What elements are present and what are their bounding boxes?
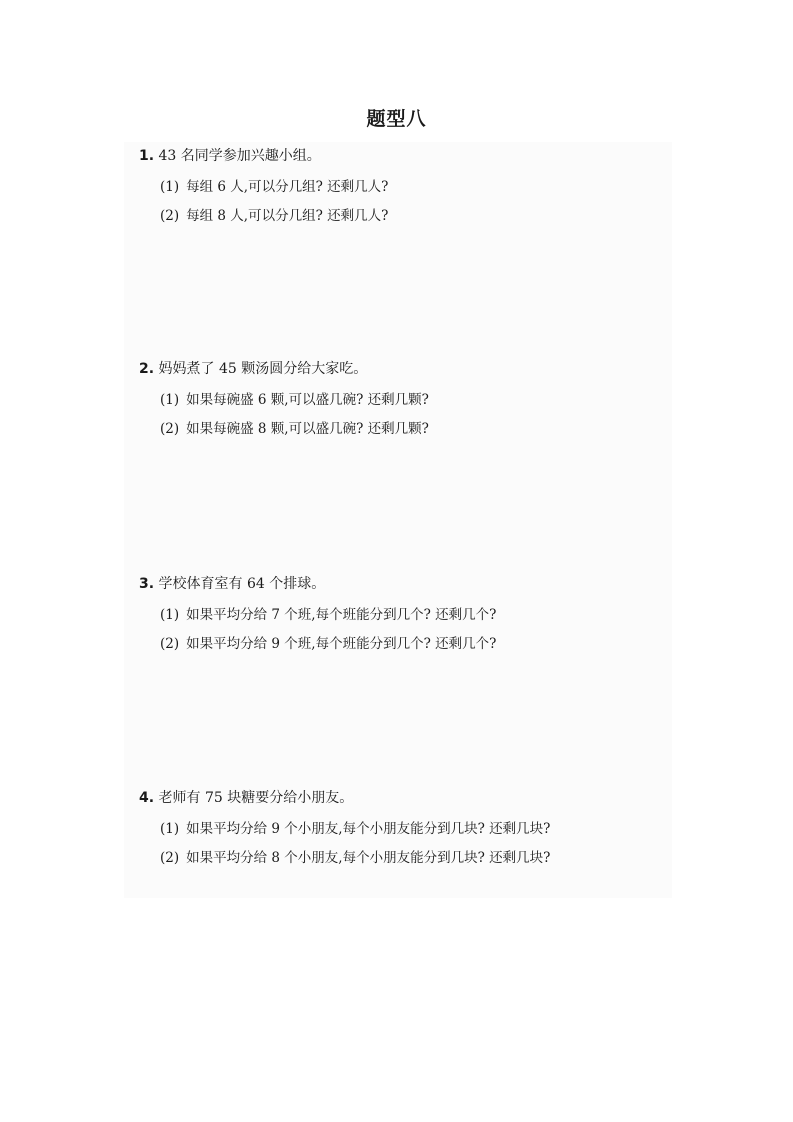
problem-text: 老师有 75 块糖要分给小朋友。 [158, 790, 354, 806]
problem-1 [139, 146, 699, 226]
sub-question-index: (1) [160, 821, 180, 837]
sub-question-text: 如果平均分给 9 个班,每个班能分到几个? 还剩几个? [186, 636, 497, 652]
problem-stem [139, 788, 699, 808]
problem-2 [139, 359, 699, 439]
sub-question-text: 每组 8 人,可以分几组? 还剩几人? [186, 208, 389, 224]
problem-stem [139, 359, 699, 379]
sub-question-text: 如果平均分给 8 个小朋友,每个小朋友能分到几块? 还剩几块? [186, 850, 551, 866]
sub-question-index: (1) [160, 392, 180, 408]
scanned-page-region [124, 142, 672, 898]
sub-question-index: (2) [160, 636, 180, 652]
sub-question-text: 如果平均分给 7 个班,每个班能分到几个? 还剩几个? [186, 607, 497, 623]
sub-question [160, 634, 699, 654]
sub-question [160, 390, 699, 410]
sub-question-index: (2) [160, 421, 180, 437]
sub-question-index: (2) [160, 850, 180, 866]
problem-3 [139, 574, 699, 654]
sub-question [160, 206, 699, 226]
problem-stem [139, 146, 699, 166]
sub-question-text: 如果每碗盛 6 颗,可以盛几碗? 还剩几颗? [186, 392, 429, 408]
problem-text: 43 名同学参加兴趣小组。 [158, 148, 321, 164]
problem-stem [139, 574, 699, 594]
sub-question-text: 如果平均分给 9 个小朋友,每个小朋友能分到几块? 还剩几块? [186, 821, 551, 837]
page-title: 题型八 [366, 108, 427, 130]
sub-question [160, 819, 699, 839]
problem-number: 1. [139, 148, 155, 164]
sub-question-text: 每组 6 人,可以分几组? 还剩几人? [186, 179, 389, 195]
problem-4 [139, 788, 699, 868]
sub-question [160, 419, 699, 439]
sub-question-text: 如果每碗盛 8 颗,可以盛几碗? 还剩几颗? [186, 421, 429, 437]
problem-text: 学校体育室有 64 个排球。 [158, 576, 326, 592]
sub-question-index: (1) [160, 607, 180, 623]
problem-text: 妈妈煮了 45 颗汤圆分给大家吃。 [158, 361, 368, 377]
sub-question-index: (1) [160, 179, 180, 195]
sub-question [160, 605, 699, 625]
sub-question-index: (2) [160, 208, 180, 224]
problem-number: 2. [139, 361, 155, 377]
sub-question [160, 177, 699, 197]
problem-number: 3. [139, 576, 155, 592]
problem-number: 4. [139, 790, 155, 806]
sub-question [160, 848, 699, 868]
